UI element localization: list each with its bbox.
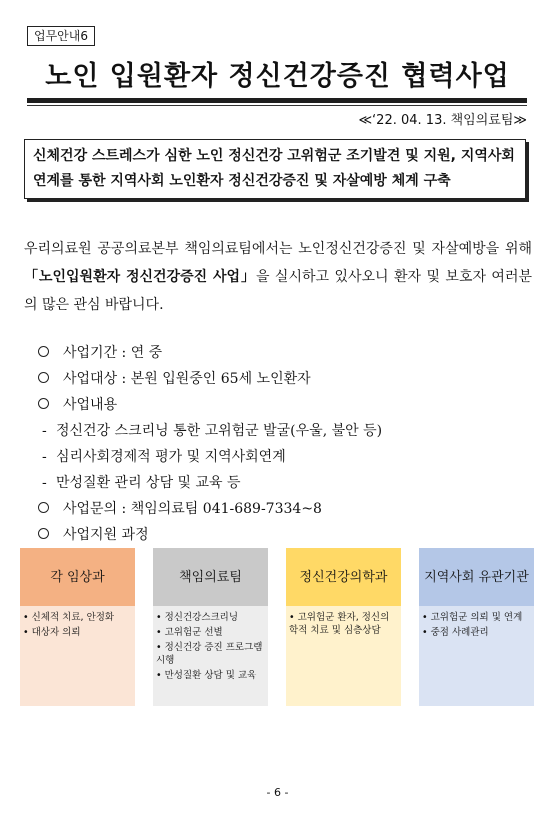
card-body — [419, 606, 534, 706]
dash-bullet-icon: - — [42, 423, 47, 439]
intro-paragraph — [24, 235, 532, 319]
circle-bullet-icon — [38, 502, 49, 513]
card-body — [20, 606, 135, 706]
card-clinical-dept — [20, 548, 135, 706]
page-title: 노인 입원환자 정신건강증진 협력사업 — [45, 61, 510, 92]
card-bullet: • 대상자 의뢰 — [23, 627, 81, 638]
card-bullet: • 만성질환 상담 및 교육 — [156, 670, 257, 681]
detail-text: 사업문의 : 책임의료팀 041-689-7334~8 — [63, 501, 322, 517]
card-community — [419, 548, 534, 706]
dash-bullet-icon: - — [42, 475, 47, 491]
content-sub-item — [28, 470, 528, 496]
card-bullet: • 중점 사례관리 — [422, 627, 489, 638]
detail-period — [28, 340, 528, 366]
program-details — [28, 340, 528, 548]
card-title: 정신건강의학과 — [286, 548, 401, 606]
detail-target — [28, 366, 528, 392]
detail-inquiry — [28, 496, 528, 522]
card-title: 지역사회 유관기관 — [419, 548, 534, 606]
dash-bullet-icon: - — [42, 449, 47, 465]
detail-text: 심리사회경제적 평가 및 지역사회연계 — [56, 449, 286, 465]
circle-bullet-icon — [38, 346, 49, 357]
card-responsible-team — [153, 548, 268, 706]
document-tag: 업무안내6 — [27, 26, 95, 46]
card-bullet: • 고위험군 선별 — [156, 627, 223, 638]
title-underline — [27, 98, 527, 103]
card-body — [153, 606, 268, 706]
detail-text: 사업대상 : 본원 입원중인 65세 노인환자 — [63, 371, 311, 387]
card-bullet: • 신체적 치료, 안정화 — [23, 612, 115, 623]
card-bullet: • 정신건강 증진 프로그램 시행 — [156, 642, 263, 666]
intro-text-end: 을 실시하고 있사오니 환자 및 보호자 여러분의 많은 관심 바랍니다. — [24, 269, 532, 313]
card-body — [286, 606, 401, 706]
title-underline-thin — [27, 105, 527, 106]
program-name: 「노인입원환자 정신건강증진 사업」 — [24, 269, 256, 285]
detail-text: 사업내용 — [63, 397, 118, 413]
circle-bullet-icon — [38, 372, 49, 383]
detail-process — [28, 522, 528, 548]
card-title: 각 임상과 — [20, 548, 135, 606]
detail-text: 사업지원 과정 — [63, 527, 149, 543]
intro-text-start: 우리의료원 공공의료본부 책임의료팀에서는 노인정신건강증진 및 자살예방을 위해 — [24, 241, 532, 257]
card-bullet: • 고위험군 의뢰 및 연계 — [422, 612, 523, 623]
content-sub-item — [28, 418, 528, 444]
page-number: - 6 - — [266, 786, 289, 799]
summary-box: 신체건강 스트레스가 심한 노인 정신건강 고위험군 조기발견 및 지원, 지역사회연계를 통한 지역사회 노인환자 정신건강증진 및 자살예방 체계 구축 — [24, 139, 526, 199]
circle-bullet-icon — [38, 398, 49, 409]
detail-text: 만성질환 관리 상담 및 교육 등 — [56, 475, 241, 491]
detail-content — [28, 392, 528, 418]
card-bullet: • 고위험군 환자, 정신의학적 치료 및 심층상담 — [289, 612, 390, 636]
process-cards — [20, 548, 534, 708]
card-psychiatry — [286, 548, 401, 706]
circle-bullet-icon — [38, 528, 49, 539]
detail-text: 사업기간 : 연 중 — [63, 345, 163, 361]
date-line: ≪‘22. 04. 13. 책임의료팀≫ — [358, 113, 527, 128]
content-sub-item — [28, 444, 528, 470]
detail-text: 정신건강 스크리닝 통한 고위험군 발굴(우울, 불안 등) — [56, 423, 383, 439]
card-bullet: • 정신건강스크리닝 — [156, 612, 239, 623]
card-title: 책임의료팀 — [153, 548, 268, 606]
